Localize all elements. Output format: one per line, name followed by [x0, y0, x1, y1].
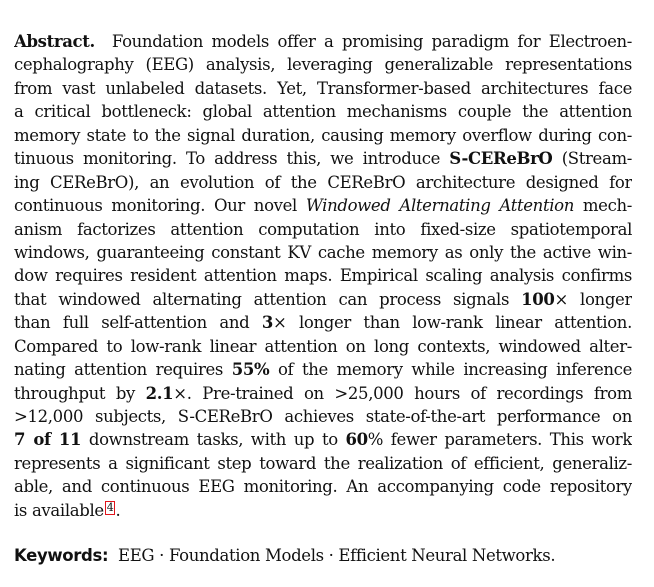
abstract-line	[14, 147, 632, 170]
abstract-line: Compared to low-rank linear attention on long contexts, windowed alter-	[14, 336, 632, 356]
abstract-line: >12,000 subjects, S-CEReBrO achieves state-of-the-art performance on	[14, 407, 632, 426]
abstract-line	[14, 311, 632, 334]
footnote-link[interactable]: 4	[106, 500, 114, 514]
mechanism-name: Windowed Alternating Attention	[305, 196, 575, 216]
abstract-text: of the memory while increasing inference	[277, 360, 632, 380]
abstract-text: (Stream-	[561, 149, 632, 169]
abstract-line	[14, 288, 632, 311]
abstract-line	[14, 194, 632, 217]
stat-60: 60	[345, 430, 368, 450]
abstract-text: downstream tasks, with up to	[88, 430, 338, 450]
abstract-text: throughput by	[14, 383, 136, 403]
abstract-line: memory state to the signal duration, causing memory overflow during con-	[14, 125, 632, 145]
stat-55: 55%	[231, 360, 270, 380]
abstract-text: Foundation models offer a promising paradigm for Electroen-	[111, 32, 632, 51]
abstract-paragraph	[14, 30, 632, 522]
abstract-line: dow requires resident attention maps. Empirical scaling analysis confirms	[14, 266, 632, 286]
abstract-line	[14, 499, 632, 522]
abstract-text: continuous monitoring. Our novel	[14, 196, 297, 216]
stat-7-of-11: 7 of 11	[14, 430, 82, 450]
abstract-heading: Abstract.	[14, 32, 95, 51]
abstract-text: % fewer parameters. This work	[367, 430, 632, 450]
abstract-text: that windowed alternating attention can process signals	[14, 289, 510, 309]
keywords-line	[14, 544, 632, 567]
abstract-text: × longer	[554, 289, 632, 309]
abstract-text: mech-	[582, 196, 632, 216]
abstract-line: anism factorizes attention computation into fixed-size spatiotemporal	[14, 219, 632, 239]
abstract-text: is available	[14, 500, 104, 520]
keywords-heading: Keywords:	[14, 546, 109, 565]
abstract-line	[14, 30, 632, 53]
abstract-text: .	[115, 500, 121, 520]
abstract-line: cephalography (EEG) analysis, leveraging generalizable representations	[14, 55, 632, 75]
abstract-text: tinuous monitoring. To address this, we introduce	[14, 149, 441, 169]
abstract-line: able, and continuous EEG monitoring. An accompanying code repository	[14, 477, 632, 497]
abstract-text: × longer than low-rank linear attention.	[273, 313, 632, 333]
stat-3: 3	[261, 313, 273, 333]
abstract-line: windows, guaranteeing constant KV cache memory as only the active win-	[14, 242, 632, 262]
abstract-line	[14, 428, 632, 451]
keywords-list: EEG · Foundation Models · Efficient Neural Networks.	[118, 546, 556, 565]
abstract-text: nating attention requires	[14, 360, 224, 380]
model-name: S-CEReBrO	[449, 149, 553, 169]
abstract-text: than full self-attention and	[14, 313, 250, 333]
abstract-line: represents a significant step toward the realization of efficient, generaliz-	[14, 453, 632, 473]
stat-2-1: 2.1	[145, 383, 174, 403]
abstract-line	[14, 382, 632, 405]
abstract-text: ×. Pre-trained on >25,000 hours of recordings from	[173, 383, 632, 403]
abstract-line: ing CEReBrO), an evolution of the CEReBrO architecture designed for	[14, 172, 632, 192]
stat-100: 100	[521, 289, 555, 309]
abstract-line	[14, 358, 632, 381]
abstract-line: from vast unlabeled datasets. Yet, Transformer-based architectures face	[14, 78, 632, 98]
abstract-line: a critical bottleneck: global attention mechanisms couple the attention	[14, 102, 632, 122]
